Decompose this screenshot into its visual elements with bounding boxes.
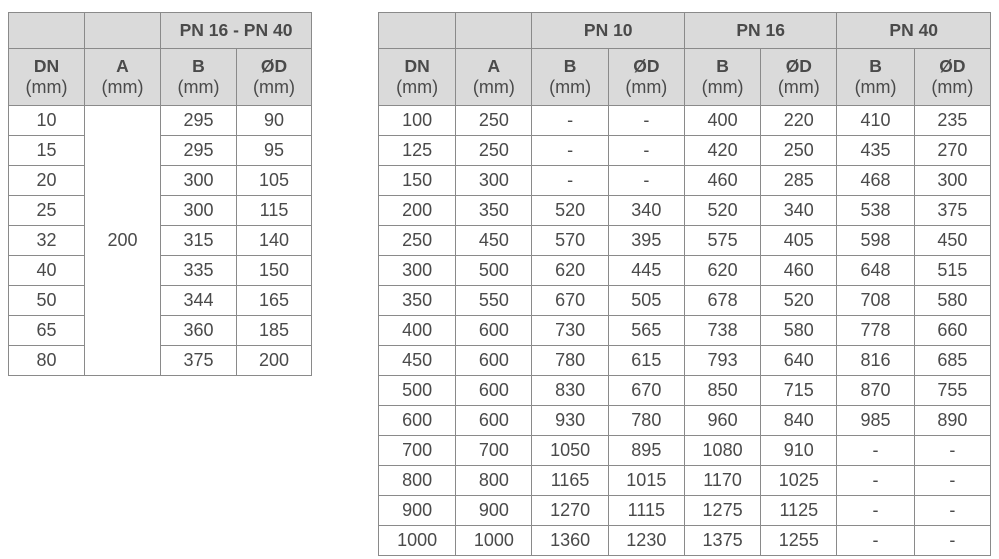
table-row — [379, 256, 991, 286]
table-cell: 600 — [379, 406, 456, 436]
table-cell: 600 — [456, 346, 532, 376]
table-cell: 700 — [456, 436, 532, 466]
header-blank — [9, 13, 85, 49]
dimension-table-large — [378, 12, 991, 556]
cell-d: 90 — [237, 106, 312, 136]
table-cell: 1360 — [532, 526, 608, 556]
table-cell: - — [837, 496, 914, 526]
table-cell: 450 — [456, 226, 532, 256]
column-name: ØD — [260, 56, 288, 76]
table-cell: 520 — [761, 286, 837, 316]
table-cell: 200 — [379, 196, 456, 226]
table-row — [379, 166, 991, 196]
table-cell: - — [532, 166, 608, 196]
cell-b: 344 — [161, 286, 237, 316]
table-cell: 1165 — [532, 466, 608, 496]
table-cell: 755 — [914, 376, 990, 406]
table-cell: 670 — [532, 286, 608, 316]
table-cell: 640 — [761, 346, 837, 376]
column-unit: (mm) — [253, 77, 295, 97]
cell-d: 140 — [237, 226, 312, 256]
column-header — [914, 49, 990, 106]
table-cell: 793 — [684, 346, 760, 376]
table-cell: 708 — [837, 286, 914, 316]
table-cell: 405 — [761, 226, 837, 256]
table-cell: 816 — [837, 346, 914, 376]
column-name: ØD — [939, 56, 966, 76]
column-name: DN — [33, 56, 60, 76]
table-cell: 125 — [379, 136, 456, 166]
table-row — [379, 316, 991, 346]
table-cell: 505 — [608, 286, 684, 316]
cell-dn: 15 — [9, 136, 85, 166]
column-name: ØD — [633, 56, 660, 76]
table-cell: 340 — [761, 196, 837, 226]
table-cell: - — [608, 136, 684, 166]
table-cell: - — [837, 466, 914, 496]
cell-d: 115 — [237, 196, 312, 226]
table-cell: 620 — [684, 256, 760, 286]
table-row — [379, 106, 991, 136]
table-cell: 1000 — [379, 526, 456, 556]
table-cell: 660 — [914, 316, 990, 346]
table-row — [9, 286, 312, 316]
group-header: PN 40 — [837, 13, 991, 49]
table-cell: 300 — [379, 256, 456, 286]
header-blank — [85, 13, 161, 49]
column-name: DN — [404, 56, 430, 76]
table-cell: 700 — [379, 436, 456, 466]
table-row — [9, 226, 312, 256]
table-cell: 100 — [379, 106, 456, 136]
column-header — [837, 49, 914, 106]
table-cell: 400 — [684, 106, 760, 136]
table-cell: 620 — [532, 256, 608, 286]
table-cell: 685 — [914, 346, 990, 376]
table-row — [379, 496, 991, 526]
cell-a-merged: 200 — [85, 106, 161, 376]
table-cell: 235 — [914, 106, 990, 136]
table-cell: 450 — [914, 226, 990, 256]
cell-d: 200 — [237, 346, 312, 376]
table-cell: 400 — [379, 316, 456, 346]
cell-d: 185 — [237, 316, 312, 346]
column-unit: (mm) — [101, 77, 144, 97]
table-cell: 1255 — [761, 526, 837, 556]
table-row — [379, 286, 991, 316]
table-cell: 500 — [456, 256, 532, 286]
column-header — [379, 49, 456, 106]
cell-dn: 80 — [9, 346, 85, 376]
column-name: ØD — [785, 56, 812, 76]
table-cell: 220 — [761, 106, 837, 136]
group-header: PN 16 - PN 40 — [161, 13, 312, 49]
table-cell: 515 — [914, 256, 990, 286]
table-cell: 420 — [684, 136, 760, 166]
table-cell: - — [914, 526, 990, 556]
table-cell: 285 — [761, 166, 837, 196]
column-header — [9, 49, 85, 106]
table-row — [9, 106, 312, 136]
cell-b: 375 — [161, 346, 237, 376]
column-header — [608, 49, 684, 106]
table-cell: 570 — [532, 226, 608, 256]
table-row — [9, 316, 312, 346]
table-cell: 895 — [608, 436, 684, 466]
table-cell: 1275 — [684, 496, 760, 526]
column-unit: (mm) — [701, 77, 744, 97]
column-name: B — [563, 56, 577, 76]
column-name: A — [487, 56, 501, 76]
cell-dn: 32 — [9, 226, 85, 256]
cell-d: 95 — [237, 136, 312, 166]
cell-dn: 50 — [9, 286, 85, 316]
column-header — [532, 49, 608, 106]
table-cell: - — [914, 466, 990, 496]
table-cell: 1125 — [761, 496, 837, 526]
table-cell: 598 — [837, 226, 914, 256]
table-cell: 738 — [684, 316, 760, 346]
column-header — [761, 49, 837, 106]
table-row — [9, 136, 312, 166]
column-unit: (mm) — [931, 77, 974, 97]
table-row — [9, 166, 312, 196]
table-cell: 1230 — [608, 526, 684, 556]
column-unit: (mm) — [472, 77, 515, 97]
table-cell: 1270 — [532, 496, 608, 526]
table-cell: 778 — [837, 316, 914, 346]
table-row — [379, 526, 991, 556]
table-cell: 1115 — [608, 496, 684, 526]
table-cell: 900 — [379, 496, 456, 526]
column-name: A — [116, 56, 129, 76]
table-row — [379, 196, 991, 226]
table-cell: 850 — [684, 376, 760, 406]
cell-d: 105 — [237, 166, 312, 196]
table-cell: 780 — [608, 406, 684, 436]
cell-b: 300 — [161, 166, 237, 196]
table-cell: 550 — [456, 286, 532, 316]
table-cell: - — [837, 526, 914, 556]
table-cell: 1170 — [684, 466, 760, 496]
table-cell: 1025 — [761, 466, 837, 496]
table-cell: 520 — [684, 196, 760, 226]
table-row — [379, 376, 991, 406]
table-cell: 600 — [456, 316, 532, 346]
table-row — [9, 346, 312, 376]
table-cell: 870 — [837, 376, 914, 406]
table-cell: 985 — [837, 406, 914, 436]
table-cell: 890 — [914, 406, 990, 436]
table-cell: 270 — [914, 136, 990, 166]
column-header — [237, 49, 312, 106]
cell-dn: 40 — [9, 256, 85, 286]
cell-dn: 10 — [9, 106, 85, 136]
table-row — [379, 346, 991, 376]
table-cell: 450 — [379, 346, 456, 376]
table-cell: 1015 — [608, 466, 684, 496]
column-name: B — [192, 56, 205, 76]
table-cell: - — [608, 166, 684, 196]
table-row — [379, 406, 991, 436]
table-cell: 830 — [532, 376, 608, 406]
table-cell: 715 — [761, 376, 837, 406]
column-header — [684, 49, 760, 106]
table-cell: 670 — [608, 376, 684, 406]
column-unit: (mm) — [777, 77, 820, 97]
table-cell: 730 — [532, 316, 608, 346]
cell-b: 335 — [161, 256, 237, 286]
table-cell: 500 — [379, 376, 456, 406]
column-header — [161, 49, 237, 106]
table-row — [379, 136, 991, 166]
table-cell: 250 — [456, 136, 532, 166]
table-cell: 960 — [684, 406, 760, 436]
table-cell: - — [837, 436, 914, 466]
cell-b: 295 — [161, 106, 237, 136]
table-cell: - — [532, 106, 608, 136]
table-cell: 840 — [761, 406, 837, 436]
table-cell: 340 — [608, 196, 684, 226]
table-row — [379, 226, 991, 256]
table-row — [379, 466, 991, 496]
header-blank — [456, 13, 532, 49]
table-row — [9, 256, 312, 286]
table-cell: 910 — [761, 436, 837, 466]
table-cell: - — [532, 136, 608, 166]
table-cell: 300 — [914, 166, 990, 196]
column-name: B — [716, 56, 729, 76]
table-row — [379, 436, 991, 466]
table-cell: - — [914, 436, 990, 466]
cell-b: 300 — [161, 196, 237, 226]
column-unit: (mm) — [625, 77, 668, 97]
table-cell: 300 — [456, 166, 532, 196]
table-cell: 350 — [456, 196, 532, 226]
table-cell: 250 — [761, 136, 837, 166]
table-cell: 468 — [837, 166, 914, 196]
table-cell: 800 — [456, 466, 532, 496]
cell-b: 315 — [161, 226, 237, 256]
table-cell: 1375 — [684, 526, 760, 556]
table-cell: 800 — [379, 466, 456, 496]
table-cell: 250 — [379, 226, 456, 256]
table-cell: 575 — [684, 226, 760, 256]
table-cell: 600 — [456, 406, 532, 436]
column-unit: (mm) — [396, 77, 439, 97]
table-cell: 350 — [379, 286, 456, 316]
column-unit: (mm) — [549, 77, 592, 97]
table-cell: 538 — [837, 196, 914, 226]
column-unit: (mm) — [25, 77, 68, 97]
dimension-table-small — [8, 12, 312, 376]
table-cell: 460 — [761, 256, 837, 286]
table-cell: 410 — [837, 106, 914, 136]
column-header — [85, 49, 161, 106]
cell-dn: 25 — [9, 196, 85, 226]
cell-d: 150 — [237, 256, 312, 286]
table-cell: 445 — [608, 256, 684, 286]
table-cell: 565 — [608, 316, 684, 346]
column-unit: (mm) — [177, 77, 220, 97]
group-header: PN 10 — [532, 13, 684, 49]
cell-b: 295 — [161, 136, 237, 166]
column-unit: (mm) — [854, 77, 897, 97]
table-cell: 150 — [379, 166, 456, 196]
table-cell: 1000 — [456, 526, 532, 556]
table-cell: 600 — [456, 376, 532, 406]
table-cell: 375 — [914, 196, 990, 226]
table-cell: 648 — [837, 256, 914, 286]
table-cell: 460 — [684, 166, 760, 196]
table-cell: 930 — [532, 406, 608, 436]
table-cell: 678 — [684, 286, 760, 316]
group-header: PN 16 — [684, 13, 836, 49]
table-cell: 580 — [914, 286, 990, 316]
table-cell: 1050 — [532, 436, 608, 466]
table-cell: - — [914, 496, 990, 526]
cell-dn: 65 — [9, 316, 85, 346]
table-cell: 435 — [837, 136, 914, 166]
cell-d: 165 — [237, 286, 312, 316]
cell-b: 360 — [161, 316, 237, 346]
table-cell: 250 — [456, 106, 532, 136]
table-cell: 1080 — [684, 436, 760, 466]
table-cell: 580 — [761, 316, 837, 346]
table-cell: 520 — [532, 196, 608, 226]
table-cell: - — [608, 106, 684, 136]
column-name: B — [869, 56, 882, 76]
cell-dn: 20 — [9, 166, 85, 196]
table-cell: 395 — [608, 226, 684, 256]
table-cell: 615 — [608, 346, 684, 376]
header-blank — [379, 13, 456, 49]
table-row — [9, 196, 312, 226]
table-cell: 900 — [456, 496, 532, 526]
table-cell: 780 — [532, 346, 608, 376]
column-header — [456, 49, 532, 106]
